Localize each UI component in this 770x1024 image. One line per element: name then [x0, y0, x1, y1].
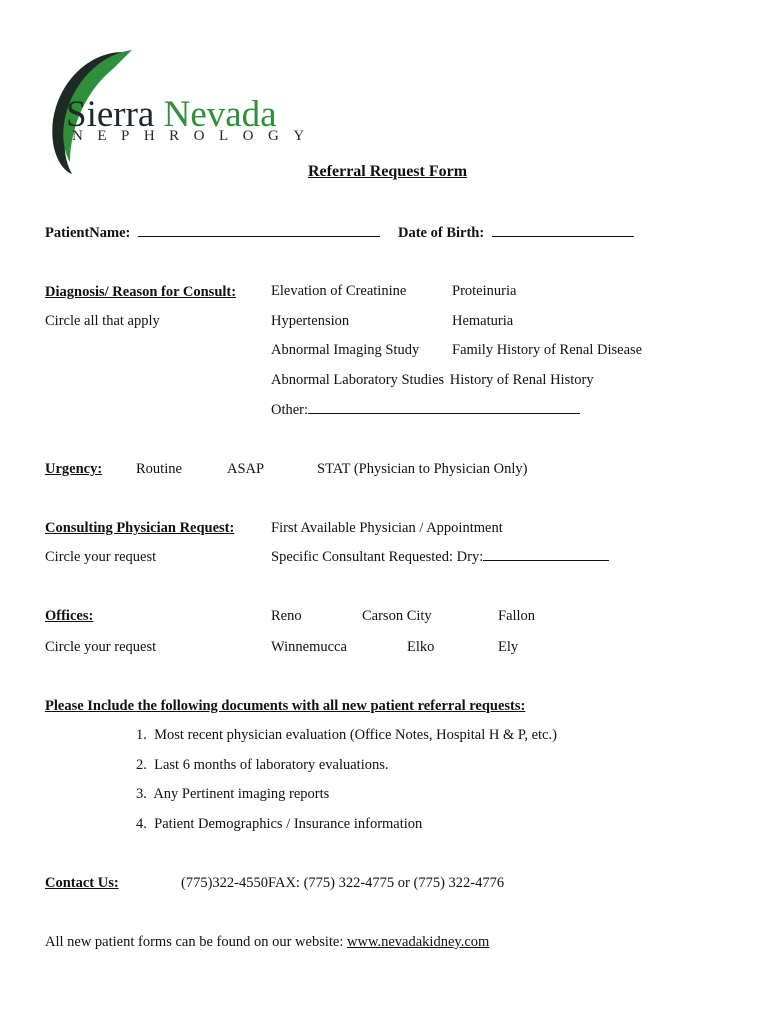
option-hematuria[interactable]: Hematuria — [452, 313, 514, 329]
option-elevation-creatinine[interactable]: Elevation of Creatinine — [271, 283, 407, 299]
option-proteinuria[interactable]: Proteinuria — [452, 283, 517, 299]
page-title: Referral Request Form — [308, 163, 468, 180]
contact-label: Contact Us: — [45, 875, 119, 891]
footer-text: All new patient forms can be found on our website: — [45, 934, 348, 950]
patient-name-label: PatientName: — [45, 225, 131, 241]
option-renal-history[interactable]: History of Renal History — [449, 372, 594, 388]
office-reno[interactable]: Reno — [271, 608, 302, 624]
office-winnemucca[interactable]: Winnemucca — [271, 639, 347, 655]
option-hypertension[interactable]: Hypertension — [271, 313, 350, 329]
other-field[interactable] — [308, 413, 580, 414]
office-carson-city[interactable]: Carson City — [362, 608, 432, 624]
consulting-label: Consulting Physician Request: — [45, 520, 235, 536]
list-item: 2. Last 6 months of laboratory evaluations. — [136, 757, 389, 773]
list-item: 1. Most recent physician evaluation (Office Notes, Hospital H & P, etc.) — [136, 727, 557, 743]
urgency-asap[interactable]: ASAP — [227, 461, 265, 477]
diagnosis-hint: Circle all that apply — [45, 313, 160, 329]
patient-name-field[interactable] — [138, 236, 380, 237]
consult-specific[interactable]: Specific Consultant Requested: Dry: — [271, 549, 484, 565]
logo-word-sierra: Sierra — [66, 94, 155, 135]
list-item: 4. Patient Demographics / Insurance information — [136, 816, 423, 832]
list-item: 3. Any Pertinent imaging reports — [136, 786, 330, 802]
option-abnormal-imaging[interactable]: Abnormal Imaging Study — [271, 342, 420, 358]
logo-word-nevada: Nevada — [163, 94, 277, 135]
logo-subtitle: NEPHROLOGY — [72, 128, 319, 144]
company-logo — [40, 40, 320, 180]
office-elko[interactable]: Elko — [407, 639, 435, 655]
office-fallon[interactable]: Fallon — [498, 608, 536, 624]
consult-first-available[interactable]: First Available Physician / Appointment — [271, 520, 503, 536]
consulting-hint: Circle your request — [45, 549, 157, 565]
office-ely[interactable]: Ely — [498, 639, 519, 655]
urgency-routine[interactable]: Routine — [136, 461, 182, 477]
dob-label: Date of Birth: — [398, 225, 485, 241]
consultant-name-field[interactable] — [483, 560, 609, 561]
urgency-label: Urgency: — [45, 461, 103, 477]
dob-field[interactable] — [492, 236, 634, 237]
option-abnormal-lab[interactable]: Abnormal Laboratory Studies — [271, 372, 445, 388]
offices-label: Offices: — [45, 608, 94, 624]
urgency-stat[interactable]: STAT (Physician to Physician Only) — [317, 461, 528, 477]
contact-phone: (775)322-4550FAX: (775) 322-4775 or (775) 322-4776 — [181, 875, 505, 891]
diagnosis-label: Diagnosis/ Reason for Consult: — [45, 284, 237, 300]
documents-heading: Please Include the following documents with all new patient referral requests: — [45, 698, 526, 714]
website-link[interactable]: www.nevadakidney.com — [347, 934, 490, 950]
offices-hint: Circle your request — [45, 639, 157, 655]
option-other-label: Other: — [271, 402, 309, 418]
option-family-history[interactable]: Family History of Renal Disease — [452, 342, 643, 358]
